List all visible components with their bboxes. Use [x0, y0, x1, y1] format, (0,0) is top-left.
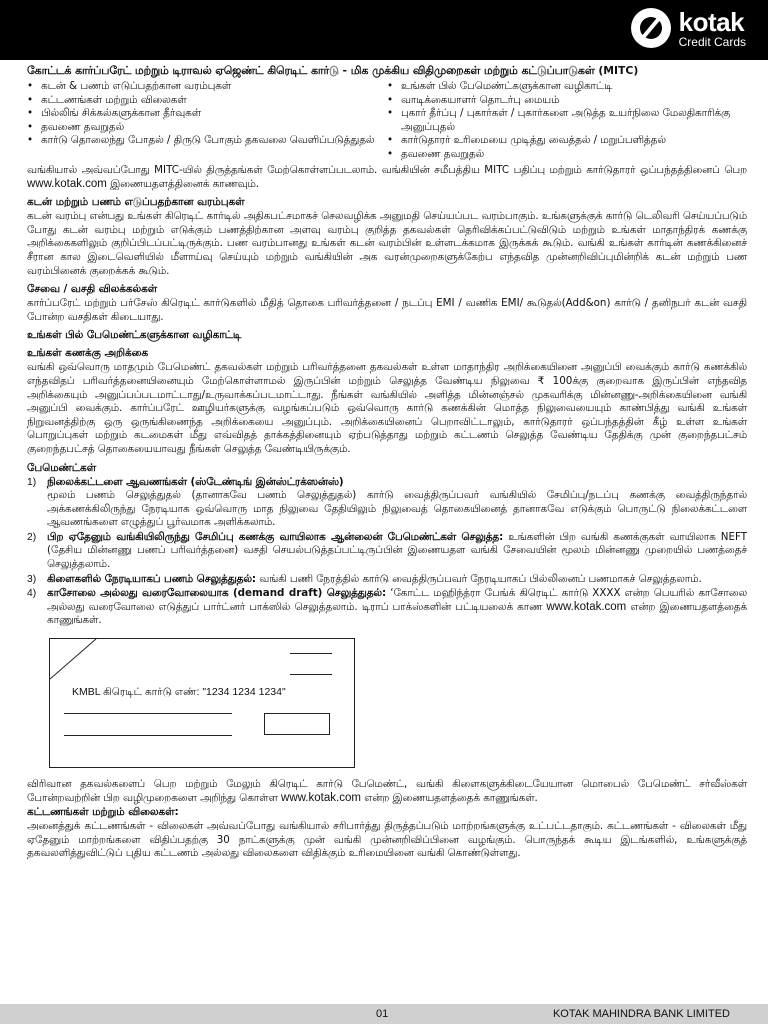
header-bar	[0, 0, 768, 60]
kotak-logo	[631, 8, 746, 48]
cheque-illustration	[49, 638, 355, 768]
cheque-line	[64, 735, 232, 736]
intro-paragraph: வங்கியால் அவ்வப்போது MITC-யில் திருத்தங்கள் மேற்கொள்ளப்படலாம். வங்கியின் சமீபத்திய MITC பதிப்பு மற்றும் கார்டுதாரர் ஒப்பந்தத்தினைப் பெற www.kotak.com இணையதளத்தினைக் காணவும்.	[27, 164, 747, 190]
payments-heading: பேமெண்ட்கள்	[27, 461, 97, 474]
document-body	[27, 64, 747, 861]
cheque-corner-fold	[50, 639, 354, 767]
kotak-link[interactable]: www.kotak.com	[546, 600, 627, 613]
payments-list	[27, 476, 747, 629]
fees-body: அனைத்துக் கட்டணங்கள் - விலைகள் அவ்வப்போது வங்கியால் சரிபார்த்து திருத்தப்படும் மாற்றங்களுக்கு உட்பட்டதாகும். கட்டணங்கள் - விலைகள் மீது ஏதேனும் மாற்றங்களை விதிப்பதற்கு 30 நாட்களுக்கு முன் வங்கி முன்னறிவிப்பினை வழங்கும். பொருந்தக் கூடிய இடங்களில், உங்களுக்குத் தகவலளித்துவிட்டுப் புதிய கட்டணம் அல்லது விலைகளை விதிக்கும் உரிமையினை வங்கி கொண்டுள்ளது.	[27, 820, 747, 860]
toc-item: • வாடிக்கையாளர் தொடர்பு மையம்	[387, 94, 747, 108]
cheque-line	[290, 674, 332, 675]
kotak-link[interactable]: www.kotak.com	[281, 791, 361, 804]
toc-item: • கார்டுதாரர் உரிமையை முடித்து வைத்தல் / மறுப்பளித்தல்	[387, 134, 747, 148]
toc-item: • தவணை தவறுதல்	[387, 148, 747, 162]
toc-item: • புகார் தீர்ப்பு / புகார்கள் / புகார்களை அடுத்த உயர்நிலை மேலதிகாரிக்கு அனுப்புதல்	[387, 107, 747, 134]
toc-item: • பில்லிங் சிக்கல்களுக்கான தீர்வுகள்	[27, 107, 387, 121]
page-number: 01	[376, 1008, 389, 1020]
toc-item: • தவணை தவறுதல்	[27, 121, 387, 135]
list-item: 2) பிற ஏதேனும் வங்கியிலிருந்து சேமிப்பு கணக்கு வாயிலாக ஆன்லைன் பேமெண்ட்கள் செலுத்த: உங்களின் பிற வங்கி கணக்குகள் வாயிலாக NEFT (தேசிய மின்னணு பணப் பரிவர்த்தனை) வசதி செயல்படுத்தப்பட்டிருப்பின் இணையதள வங்கி சேவையின் மூலம் மின்னணு முறையில் பணத்தைச் செலுத்தலாம்.	[27, 530, 748, 571]
services-body: கார்ப்பரேட் மற்றும் பர்சேஸ் கிரெடிட் கார்டுகளில் மீதித் தொகை பரிவர்த்தனை / நடப்பு EMI / வணிக EMI/ கூடுதல்(Add&on) கார்டு / தனிநபர் கடன் வசதி போன்ற வசதிகள் கிடையாது.	[27, 297, 747, 323]
toc-item: • கடன் & பணம் எடுப்பதற்கான வரம்புகள்	[27, 80, 387, 94]
fees-heading: கட்டணங்கள் மற்றும் விலைகள்:	[27, 806, 179, 819]
list-item: 4) காசோலை அல்லது வரைவோலையாக (demand draft) செலுத்துதல்: ‘கோட்ட மஹிந்த்ரா பேங்க் கிரெடிட் கார்டு XXXX என்ற பெயரில் காசோலை அல்லது வரைவோலை எடுத்துப் பார்ட்னர் பாக்ஸில் செலுத்தலாம். டிராப் பாக்ஸ்களின் பட்டியலைக் காண www.kotak.com என்ற இணையதளத்தைக் காணுங்கள்.	[27, 587, 747, 627]
brand-name: kotak	[678, 6, 745, 37]
toc-item: • கட்டணங்கள் மற்றும் விலைகள்	[27, 94, 387, 108]
services-heading: சேவை / வசதி விலக்கல்கள்	[27, 283, 158, 296]
statement-heading: உங்கள் கணக்கு அறிக்கை	[27, 347, 149, 360]
brand-subtitle: Credit Cards	[678, 34, 746, 49]
cheque-line	[64, 713, 232, 714]
footer-bar	[0, 1004, 768, 1024]
toc-right	[387, 80, 747, 161]
statement-body: வங்கி ஒவ்வொரு மாதமும் பேமெண்ட் தகவல்கள் மற்றும் பரிவர்த்தனை தகவல்கள் உள்ள மாதாந்திர அறிக்கையினை அனுப்பி வைக்கும் கார்டு கணக்கில் எந்தவிதப் பரிவர்த்தனையினையும் மேற்கொள்ளாமல் இருப்பின் மற்றும் செலுத்த வேண்டிய நிலுவை ₹ 100க்கு குறைவாக இருப்பின் எந்தவித அறிக்கையும் அனுப்பப்படமாட்டாது/உருவாக்கப்படமாட்டாது. நீங்கள் வங்கியில் அளித்த மின்னஞ்சல் முகவரிக்கு மின்னணு-அறிக்கையினை வங்கி அனுப்பி வைக்கும். கார்ப்பரேட் ஊழியர்களுக்கு வழங்கப்படும் ஒவ்வொரு கார்டு கணக்கின் மொத்த நிலுவையையும் காண்பித்து வங்கி உங்கள் நிறுவனத்திற்கு ஒரு ஒருங்கிணைந்த அறிக்கையை அனுப்பும். அறிக்கையினைப் பெறாவிட்டாலும், கார்டுதாரர் ஒப்பந்தத்தின் கீழ் உள்ள உங்கள் பொறுப்புகள் மற்றும் கடமைகள் மீது எவ்விதத் தாக்கத்தினையும் ஏற்படுத்தாது மற்றும் கட்டணம் செலுத்த வேண்டிய தேதிக்கு முன் குறைந்தபட்சம் குறைந்தபட்சத் தொகையையாவது நீங்கள் செலுத்த வேண்டியிருக்கும்.	[27, 361, 747, 455]
bank-name: KOTAK MAHINDRA BANK LIMITED	[552, 1008, 730, 1020]
kotak-logo-icon	[631, 8, 671, 48]
document-title: கோட்டக் கார்ப்பரேட் மற்றும் டிராவல் ஏஜெண்ட் கிரெடிட் கார்டு - மிக முக்கிய விதிமுறைகள் மற்றும் கட்டுப்பாடுகள் (MITC)	[27, 64, 639, 77]
table-of-contents	[27, 80, 747, 161]
cheque-amount-box	[264, 713, 330, 735]
list-item: 1) நிலைக்கட்டளை ஆவணங்கள் (ஸ்டேண்டிங் இன்ஸ்ட்ரக்ஸன்ஸ்) மூலம் பணம் செலுத்துதல் (தானாகவே பணம் செலுத்துதல்) கார்டு வைத்திருப்பவர் வங்கியில் சேமிப்பு/நடப்பு கணக்கு வைத்திருந்தால் அக்கணக்கிலிருந்து நேரடியாக ஒவ்வொரு மாத நிலுவை தேதியிலும் நிலுவைத் தொகையினைத் தானாகவே எடுக்கும் பொருட்டு நிலைக்கட்டளை ஆவணங்களை எழுத்துப் பூர்வமாக அளிக்கலாம்.	[27, 475, 747, 529]
bill-guide-heading: உங்கள் பில் பேமெண்ட்களுக்கான வழிகாட்டி	[27, 329, 242, 342]
kotak-link[interactable]: www.kotak.com	[27, 177, 107, 190]
list-item: 3) கிளைகளில் நேரடியாகப் பணம் செலுத்துதல்: வங்கி பணி நேரத்தில் கார்டு வைத்திருப்பவர் நேரடியாகப் பில்லினைப் பணமாகச் செலுத்தலாம்.	[27, 572, 702, 585]
details-paragraph: விரிவான தகவல்களைப் பெற மற்றும் மேலும் கிரெடிட் கார்டு பேமெண்ட், வங்கி கிளைகளுக்கிடையேயான மொபைல் பேமெண்ட் சர்வீஸ்கள் போன்றவற்றின் பிற வழிமுறைகளை அறிந்து கொள்ள www.kotak.com என்ற இணையதளத்தைக் காணுங்கள்.	[27, 778, 747, 804]
credit-limits-heading: கடன் மற்றும் பணம் எடுப்பதற்கான வரம்புகள்	[27, 196, 245, 209]
toc-left	[27, 80, 387, 148]
cheque-line	[290, 653, 332, 654]
cheque-account-text: KMBL கிரெடிட் கார்டு எண்: "1234 1234 1234"	[72, 686, 286, 699]
toc-item: • கார்டு தொலைந்து போதல் / திருடு போகும் தகவலை வெளிப்படுத்துதல்	[27, 134, 387, 148]
credit-limits-body: கடன் வரம்பு என்பது உங்கள் கிரெடிட் கார்டில் அதிகபட்சமாகச் செலவழிக்க அனுமதி செய்யப்பட வரம்பாகும். உங்களுக்குக் கார்டு டெலிவரி செய்யப்படும் போது கடன் வரம்பு மற்றும் எடுக்கும் பணத்திற்கான அளவு வரம்பு குறித்த தகவல்கள் தெரிவிக்கப்பட்டுவிடும் மற்றும் உங்கள் மாதாந்திரக் கணக்கு அறிக்கைகளிலும் குறிப்பிடப்பட்டிருக்கும். பண வரம்பானது உங்கள் கடன் வரம்பின் உள்ளடக்கமாக இருக்கக் கூடும். வங்கி உங்கள் கார்டின் கணக்கினைச் சீரான கால இடைவெளியில் மீளாய்வு செய்யும் மற்றும் வங்கியின் அக வரன்முறைகளுக்கேற்ப எந்தவித முன்னறிவிப்புமின்றிக் கடன் மற்றும் பண வரம்பினைக் குறைக்கக் கூடும்.	[27, 210, 747, 277]
toc-item: • உங்கள் பில் பேமெண்ட்களுக்கான வழிகாட்டி	[387, 80, 747, 94]
